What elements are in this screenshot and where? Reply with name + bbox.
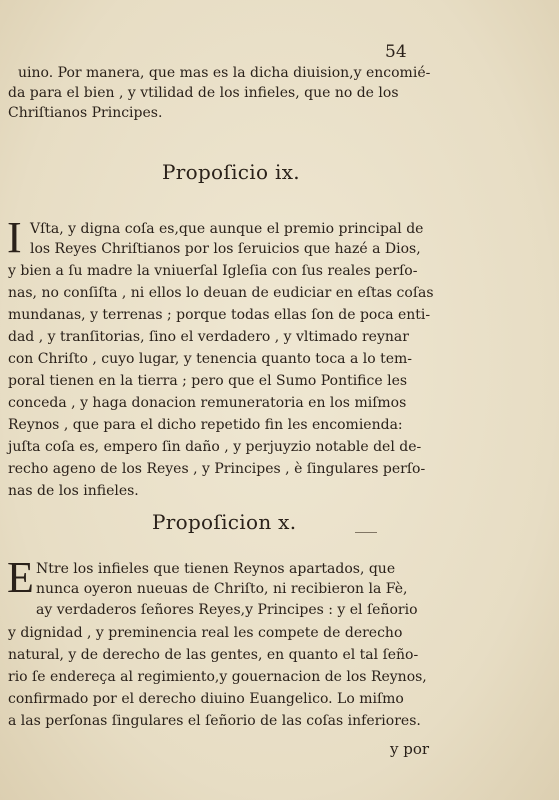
section-heading-ix: Propoſicio ix.	[162, 160, 300, 184]
page-number: 54	[385, 42, 407, 62]
text-line: da para el bien , y vtilidad de los infieles, que no de los	[8, 85, 399, 101]
text-line: ay verdaderos ſeñores Reyes,y Principes : y el ſeñorio	[36, 602, 418, 618]
text-line: con Chriſto , cuyo lugar, y tenencia quanto toca a lo tem-	[8, 351, 413, 367]
text-line: rio ſe endereça al regimiento,y gouernacion de los Reynos,	[8, 669, 427, 685]
text-line: nas de los infieles.	[8, 483, 139, 499]
text-line: natural, y de derecho de las gentes, en quanto el tal ſeño-	[8, 647, 419, 663]
text-line: nunca oyeron nueuas de Chriſto, ni recibieron la Fè,	[36, 581, 408, 597]
text-line: Chriſtianos Principes.	[8, 105, 163, 121]
text-line: Vſta, y digna coſa es,que aunque el premio principal de	[30, 221, 424, 237]
text-line: y dignidad , y preminencia real les compete de derecho	[8, 625, 403, 641]
text-line: Ntre los infieles que tienen Reynos apartados, que	[36, 561, 396, 577]
text-line: recho ageno de los Reyes , y Principes , è ſingulares perſo-	[8, 461, 426, 477]
text-line: a las perſonas ſingulares el ſeñorio de las coſas inferiores.	[8, 713, 421, 729]
text-line: confirmado por el derecho diuino Euangelico. Lo miſmo	[8, 691, 404, 707]
text-line: y bien a ſu madre la vniuerſal Igleſia con ſus reales perſo-	[8, 263, 418, 279]
catchword: y por	[390, 740, 430, 758]
text-line: uino. Por manera, que mas es la dicha diuision,y encomié-	[18, 65, 431, 81]
drop-cap: E	[7, 553, 34, 602]
text-line: juſta coſa es, empero ſin daño , y perjuyzio notable del de-	[8, 439, 422, 455]
text-line: poral tienen en la tierra ; pero que el Sumo Pontifice les	[8, 373, 408, 389]
drop-cap: I	[7, 213, 22, 262]
text-line: nas, no conſiſta , ni ellos lo deuan de eudiciar en eſtas coſas	[8, 285, 434, 301]
ornament-rule	[355, 532, 377, 533]
text-line: los Reyes Chriſtianos por los ſeruicios que hazé a Dios,	[30, 241, 421, 257]
text-line: dad , y tranſitorias, ſino el verdadero , y vltimado reynar	[8, 329, 409, 345]
text-line: mundanas, y terrenas ; porque todas ellas ſon de poca enti-	[8, 307, 431, 323]
text-line: conceda , y haga donacion remuneratoria en los miſmos	[8, 395, 407, 411]
section-heading-x: Propoſicion x.	[152, 510, 297, 534]
text-line: Reynos , que para el dicho repetido fin les encomienda:	[8, 417, 403, 433]
